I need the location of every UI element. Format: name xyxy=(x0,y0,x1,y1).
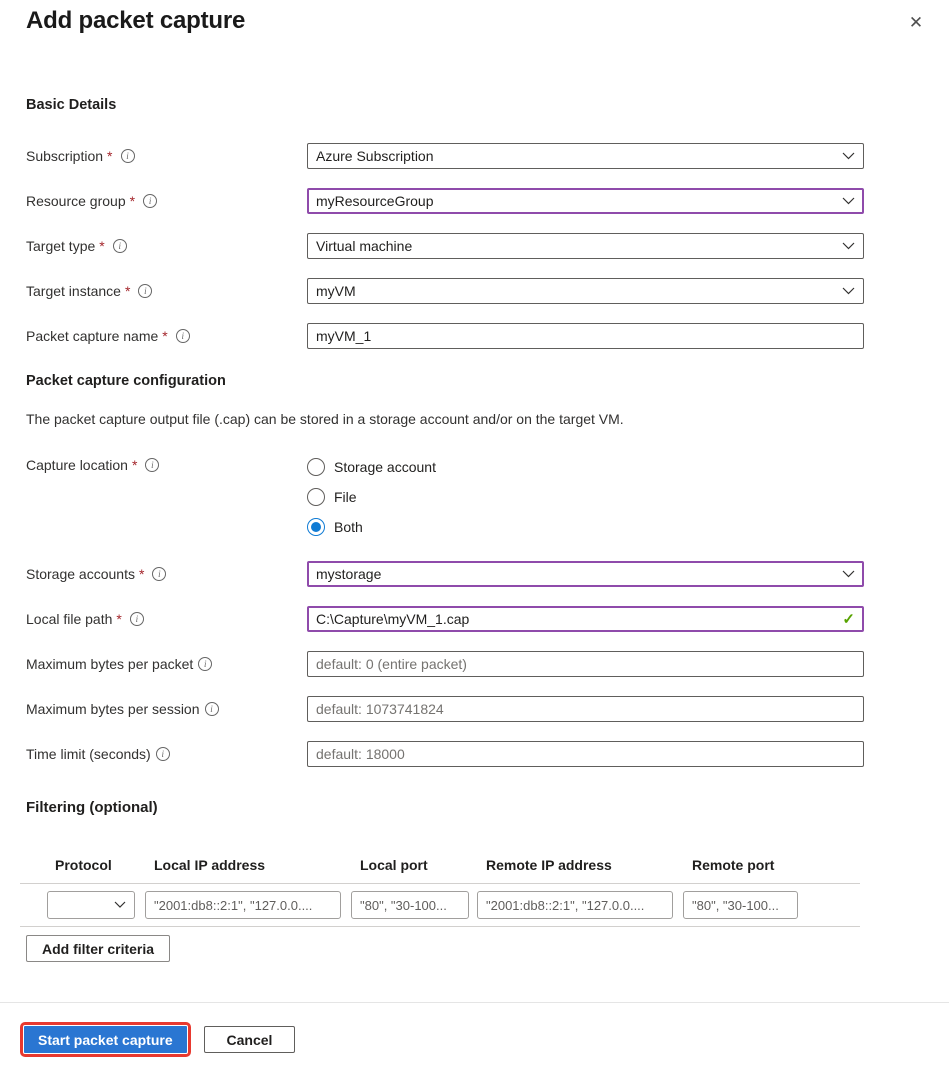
filter-row xyxy=(26,884,923,926)
section-filtering: Filtering (optional) xyxy=(26,799,158,816)
subscription-label: Subscription xyxy=(26,148,104,164)
column-header-protocol: Protocol xyxy=(55,857,112,873)
radio-label: Storage account xyxy=(334,459,436,475)
time-limit-row xyxy=(26,741,923,767)
local-ip-field-wrap xyxy=(145,891,341,919)
packet-capture-name-input[interactable] xyxy=(316,324,855,348)
section-capture-config: Packet capture configuration xyxy=(26,373,226,389)
packet-capture-name-field-wrap xyxy=(307,323,864,349)
max-bytes-session-label-group xyxy=(26,701,307,717)
capture-config-description: The packet capture output file (.cap) can be stored in a storage account and/or on the target VM. xyxy=(26,411,624,427)
remote-port-input[interactable] xyxy=(692,898,789,913)
chevron-down-icon xyxy=(114,901,126,909)
target-instance-label-group xyxy=(26,283,307,299)
required-marker: * xyxy=(124,283,131,299)
page-title: Add packet capture xyxy=(26,7,246,34)
resource-group-value: myResourceGroup xyxy=(316,193,434,209)
add-filter-criteria-button[interactable]: Add filter criteria xyxy=(26,935,170,962)
max-bytes-session-label: Maximum bytes per session xyxy=(26,701,200,717)
radio-option-file[interactable] xyxy=(307,482,436,512)
valid-check-icon: ✓ xyxy=(842,611,855,628)
local-file-path-row xyxy=(26,606,923,632)
info-icon[interactable]: i xyxy=(143,194,157,208)
subscription-label-group xyxy=(26,148,307,164)
storage-accounts-dropdown[interactable] xyxy=(307,561,864,587)
start-packet-capture-button[interactable]: Start packet capture xyxy=(24,1026,187,1053)
column-header-local-port: Local port xyxy=(360,857,428,873)
info-icon[interactable]: i xyxy=(138,284,152,298)
chevron-down-icon xyxy=(842,287,855,295)
info-icon[interactable]: i xyxy=(198,657,212,671)
table-divider xyxy=(20,926,860,927)
remote-port-field-wrap xyxy=(683,891,798,919)
radio-option-storage-account[interactable] xyxy=(307,452,436,482)
max-bytes-packet-field-wrap xyxy=(307,651,864,677)
subscription-value: Azure Subscription xyxy=(316,148,434,164)
target-type-row xyxy=(26,233,923,259)
storage-accounts-label-group xyxy=(26,566,307,582)
max-bytes-packet-label-group xyxy=(26,656,307,672)
radio-label: File xyxy=(334,489,357,505)
packet-capture-name-row xyxy=(26,323,923,349)
radio-label: Both xyxy=(334,519,363,535)
required-marker: * xyxy=(116,611,122,627)
storage-accounts-value: mystorage xyxy=(316,566,382,582)
info-icon[interactable]: i xyxy=(156,747,170,761)
target-type-label: Target type xyxy=(26,238,96,254)
capture-location-radio-group xyxy=(307,451,436,542)
info-icon[interactable]: i xyxy=(145,458,159,472)
max-bytes-session-field-wrap xyxy=(307,696,864,722)
chevron-down-icon xyxy=(842,242,855,250)
time-limit-input[interactable] xyxy=(316,742,855,766)
radio-unselected-icon xyxy=(307,488,325,506)
remote-ip-input[interactable] xyxy=(486,898,664,913)
target-type-value: Virtual machine xyxy=(316,238,413,254)
cancel-button[interactable]: Cancel xyxy=(204,1026,296,1053)
local-file-path-label: Local file path xyxy=(26,611,113,627)
local-ip-input[interactable] xyxy=(154,898,332,913)
local-port-input[interactable] xyxy=(360,898,460,913)
local-file-path-field-wrap xyxy=(307,606,864,632)
target-instance-row xyxy=(26,278,923,304)
required-marker: * xyxy=(99,238,105,254)
storage-accounts-label: Storage accounts xyxy=(26,566,135,582)
close-icon[interactable]: ✕ xyxy=(903,10,929,36)
filter-table-headers xyxy=(26,857,923,883)
chevron-down-icon xyxy=(842,197,855,205)
time-limit-label: Time limit (seconds) xyxy=(26,746,151,762)
target-type-dropdown[interactable] xyxy=(307,233,864,259)
max-bytes-packet-label: Maximum bytes per packet xyxy=(26,656,194,672)
info-icon[interactable]: i xyxy=(176,329,190,343)
protocol-dropdown[interactable] xyxy=(47,891,135,919)
section-basic-details: Basic Details xyxy=(26,97,117,113)
required-marker: * xyxy=(107,148,113,164)
info-icon[interactable]: i xyxy=(121,149,135,163)
time-limit-label-group xyxy=(26,746,307,762)
max-bytes-packet-input[interactable] xyxy=(316,652,855,676)
required-marker: * xyxy=(162,328,168,344)
resource-group-label: Resource group xyxy=(26,193,126,209)
filter-table xyxy=(26,857,923,962)
column-header-remote-port: Remote port xyxy=(692,857,775,873)
info-icon[interactable]: i xyxy=(152,567,166,581)
capture-config-form xyxy=(26,561,923,767)
capture-location-row xyxy=(26,451,923,542)
remote-ip-field-wrap xyxy=(477,891,673,919)
local-file-path-input[interactable] xyxy=(316,608,842,630)
resource-group-dropdown[interactable] xyxy=(307,188,864,214)
info-icon[interactable]: i xyxy=(113,239,127,253)
chevron-down-icon xyxy=(842,152,855,160)
subscription-row xyxy=(26,143,923,169)
basic-details-form xyxy=(26,143,923,349)
max-bytes-packet-row xyxy=(26,651,923,677)
max-bytes-session-row xyxy=(26,696,923,722)
target-instance-value: myVM xyxy=(316,283,356,299)
resource-group-label-group xyxy=(26,193,307,209)
max-bytes-session-input[interactable] xyxy=(316,697,855,721)
packet-capture-name-label: Packet capture name xyxy=(26,328,159,344)
packet-capture-name-label-group xyxy=(26,328,307,344)
storage-accounts-row xyxy=(26,561,923,587)
info-icon[interactable]: i xyxy=(130,612,144,626)
resource-group-row xyxy=(26,188,923,214)
column-header-remote-ip: Remote IP address xyxy=(486,857,612,873)
target-instance-dropdown[interactable] xyxy=(307,278,864,304)
column-header-local-ip: Local IP address xyxy=(154,857,266,873)
target-type-label-group xyxy=(26,238,307,254)
chevron-down-icon xyxy=(842,570,855,578)
radio-unselected-icon xyxy=(307,458,325,476)
dialog-footer xyxy=(0,1002,949,1068)
required-marker: * xyxy=(138,566,145,582)
subscription-dropdown[interactable] xyxy=(307,143,864,169)
required-marker: * xyxy=(129,193,136,209)
info-icon[interactable]: i xyxy=(205,702,219,716)
capture-location-label: Capture location xyxy=(26,457,128,473)
required-marker: * xyxy=(131,457,138,473)
time-limit-field-wrap xyxy=(307,741,864,767)
local-file-path-label-group xyxy=(26,611,307,627)
radio-selected-icon xyxy=(307,518,325,536)
radio-option-both[interactable] xyxy=(307,512,436,542)
local-port-field-wrap xyxy=(351,891,469,919)
target-instance-label: Target instance xyxy=(26,283,121,299)
capture-location-label-group xyxy=(26,451,307,473)
